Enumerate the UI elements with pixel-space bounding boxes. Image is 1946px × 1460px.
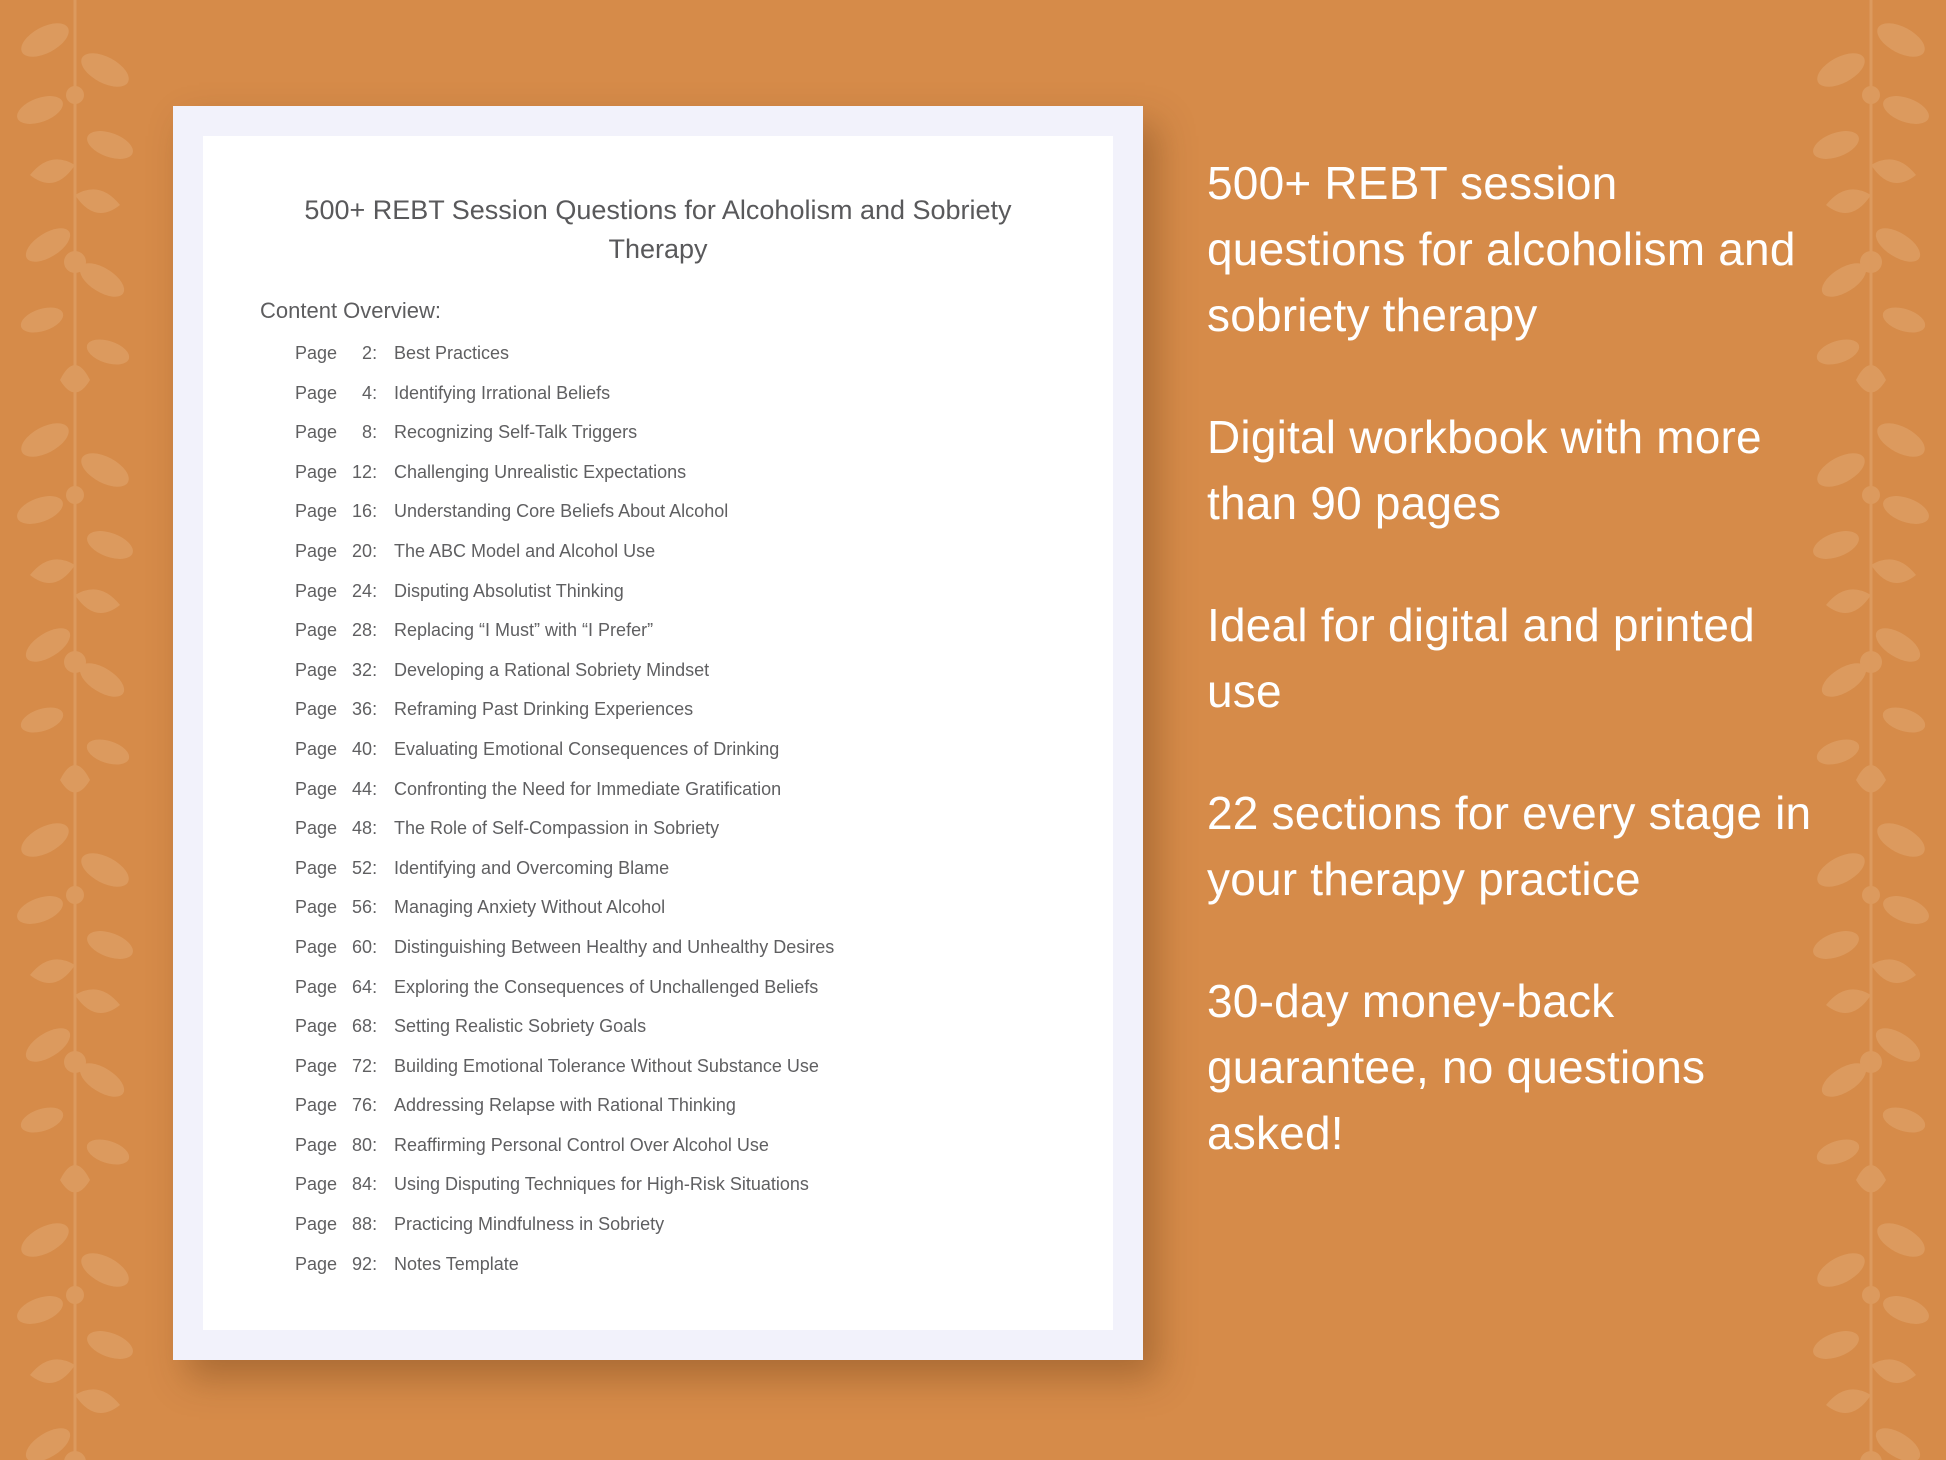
toc-entry-title: Setting Realistic Sobriety Goals <box>394 1016 647 1037</box>
toc-page-number: 64 <box>352 976 373 997</box>
toc-page-word: Page <box>295 501 338 522</box>
toc-entry-title: Disputing Absolutist Thinking <box>394 580 624 601</box>
toc-page-label: Page 44: <box>295 778 378 799</box>
toc-row <box>295 501 1085 541</box>
toc-row <box>295 1214 1085 1254</box>
document-preview-card <box>173 106 1143 1360</box>
toc-page-number: 36 <box>352 699 373 720</box>
toc-entry-title: Replacing “I Must” with “I Prefer” <box>394 620 654 641</box>
toc-row <box>295 581 1085 621</box>
toc-page-number: 80 <box>352 1134 373 1155</box>
toc-page-number: 68 <box>352 1016 373 1037</box>
promo-block: 30-day money-back guarantee, no questions asked! <box>1207 975 1706 1159</box>
toc-page-label: Page 8: <box>295 422 378 443</box>
toc-row <box>295 620 1085 660</box>
toc-row <box>295 858 1085 898</box>
toc-row <box>295 1056 1085 1096</box>
toc-entry-title: Identifying and Overcoming Blame <box>394 857 670 878</box>
toc-entry-title: Distinguishing Between Healthy and Unhealthy Desires <box>394 936 835 957</box>
toc-page-label: Page 84: <box>295 1174 378 1195</box>
toc-page-number: 8 <box>362 422 373 443</box>
toc-page-word: Page <box>295 461 338 482</box>
toc-page-number: 52 <box>352 857 373 878</box>
toc-entry-title: Reaffirming Personal Control Over Alcohol Use <box>394 1134 769 1155</box>
toc-entry-title: Notes Template <box>394 1253 519 1274</box>
toc-page-number: 2 <box>362 343 373 363</box>
toc-page-label: Page 32: <box>295 659 378 680</box>
toc-page-label: Page 64: <box>295 976 378 997</box>
toc-row <box>295 1016 1085 1056</box>
toc-row <box>295 699 1085 739</box>
toc-page-number: 40 <box>352 738 373 759</box>
toc-page-number: 44 <box>352 778 373 799</box>
floral-border-left-icon <box>0 0 150 1460</box>
toc-row <box>295 422 1085 462</box>
toc-page-word: Page <box>295 620 338 641</box>
toc-page-word: Page <box>295 1095 338 1116</box>
toc-entry-title: Understanding Core Beliefs About Alcohol <box>394 501 729 522</box>
toc-page-number: 92 <box>352 1253 373 1274</box>
toc-page-label: Page 2: <box>295 343 378 363</box>
toc-entry-title: Managing Anxiety Without Alcohol <box>394 897 666 918</box>
toc-entry-title: Practicing Mindfulness in Sobriety <box>394 1214 665 1235</box>
toc-page-label: Page 4: <box>295 382 378 403</box>
toc-page-word: Page <box>295 580 338 601</box>
toc-page-label: Page 68: <box>295 1016 378 1037</box>
toc-page-label: Page 76: <box>295 1095 378 1116</box>
toc-row <box>295 977 1085 1017</box>
toc-entry-title: The Role of Self-Compassion in Sobriety <box>394 818 720 839</box>
table-of-contents <box>295 343 1085 1293</box>
toc-page-number: 60 <box>352 936 373 957</box>
toc-page-word: Page <box>295 1174 338 1195</box>
toc-page-label: Page 92: <box>295 1253 378 1274</box>
toc-page-label: Page 80: <box>295 1134 378 1155</box>
toc-page-number: 72 <box>352 1055 373 1076</box>
toc-page-word: Page <box>295 1055 338 1076</box>
toc-entry-title: Reframing Past Drinking Experiences <box>394 699 694 720</box>
toc-page-label: Page 20: <box>295 540 378 561</box>
toc-page-word: Page <box>295 659 338 680</box>
toc-page-label: Page 24: <box>295 580 378 601</box>
toc-row <box>295 1135 1085 1175</box>
toc-page-word: Page <box>295 1214 338 1235</box>
toc-row <box>295 462 1085 502</box>
toc-page-word: Page <box>295 976 338 997</box>
toc-row <box>295 1174 1085 1214</box>
toc-page-word: Page <box>295 857 338 878</box>
page-title: 500+ REBT Session Questions for Alcoholism and Sobriety Therapy <box>304 195 1012 264</box>
toc-page-label: Page 56: <box>295 897 378 918</box>
marketing-copy-column <box>1207 150 1827 1166</box>
toc-entry-title: Best Practices <box>394 343 510 363</box>
toc-page-number: 4 <box>362 382 373 403</box>
toc-entry-title: Using Disputing Techniques for High-Risk Situations <box>394 1174 809 1195</box>
toc-entry-title: Building Emotional Tolerance Without Substance Use <box>394 1055 819 1076</box>
toc-entry-title: Recognizing Self-Talk Triggers <box>394 422 638 443</box>
toc-page-number: 16 <box>352 501 373 522</box>
toc-page-label: Page 48: <box>295 818 378 839</box>
promo-block: Ideal for digital and printed use <box>1207 599 1755 717</box>
toc-page-number: 28 <box>352 620 373 641</box>
toc-page-word: Page <box>295 540 338 561</box>
toc-entry-title: Challenging Unrealistic Expectations <box>394 461 687 482</box>
toc-row <box>295 541 1085 581</box>
toc-row <box>295 1254 1085 1294</box>
toc-page-label: Page 88: <box>295 1214 378 1235</box>
toc-page-number: 24 <box>352 580 373 601</box>
toc-row <box>295 383 1085 423</box>
toc-page-number: 76 <box>352 1095 373 1116</box>
toc-entry-title: Addressing Relapse with Rational Thinking <box>394 1095 736 1116</box>
promo-block: 500+ REBT session questions for alcoholism and sobriety therapy <box>1207 157 1796 341</box>
toc-page-number: 88 <box>352 1214 373 1235</box>
toc-row <box>295 937 1085 977</box>
toc-page-word: Page <box>295 1134 338 1155</box>
toc-page-word: Page <box>295 778 338 799</box>
toc-page-number: 48 <box>352 818 373 839</box>
toc-page-label: Page 36: <box>295 699 378 720</box>
toc-page-word: Page <box>295 738 338 759</box>
toc-page-number: 12 <box>352 461 373 482</box>
toc-row <box>295 897 1085 937</box>
toc-page-word: Page <box>295 936 338 957</box>
document-page <box>203 136 1113 1330</box>
toc-page-word: Page <box>295 343 338 363</box>
toc-page-word: Page <box>295 422 338 443</box>
toc-page-word: Page <box>295 382 338 403</box>
toc-page-label: Page 28: <box>295 620 378 641</box>
toc-page-label: Page 52: <box>295 857 378 878</box>
toc-page-label: Page 12: <box>295 461 378 482</box>
toc-page-number: 32 <box>352 659 373 680</box>
toc-entry-title: Identifying Irrational Beliefs <box>394 382 611 403</box>
toc-row <box>295 779 1085 819</box>
promo-block: 22 sections for every stage in your therapy practice <box>1207 787 1812 905</box>
content-overview-label: Content Overview: <box>260 298 441 323</box>
toc-row <box>295 739 1085 779</box>
toc-row <box>295 343 1085 383</box>
toc-page-number: 20 <box>352 540 373 561</box>
toc-entry-title: Evaluating Emotional Consequences of Drinking <box>394 738 780 759</box>
toc-page-label: Page 72: <box>295 1055 378 1076</box>
toc-row <box>295 818 1085 858</box>
toc-page-number: 84 <box>352 1174 373 1195</box>
toc-row <box>295 660 1085 700</box>
promo-block: Digital workbook with more than 90 pages <box>1207 411 1762 529</box>
toc-page-label: Page 60: <box>295 936 378 957</box>
toc-entry-title: Developing a Rational Sobriety Mindset <box>394 659 710 680</box>
toc-page-label: Page 16: <box>295 501 378 522</box>
toc-page-word: Page <box>295 818 338 839</box>
toc-page-word: Page <box>295 699 338 720</box>
toc-entry-title: Confronting the Need for Immediate Gratification <box>394 778 782 799</box>
toc-row <box>295 1095 1085 1135</box>
toc-entry-title: Exploring the Consequences of Unchallenged Beliefs <box>394 976 819 997</box>
toc-page-word: Page <box>295 897 338 918</box>
toc-page-word: Page <box>295 1016 338 1037</box>
toc-page-word: Page <box>295 1253 338 1274</box>
toc-page-number: 56 <box>352 897 373 918</box>
toc-entry-title: The ABC Model and Alcohol Use <box>394 540 656 561</box>
toc-page-label: Page 40: <box>295 738 378 759</box>
